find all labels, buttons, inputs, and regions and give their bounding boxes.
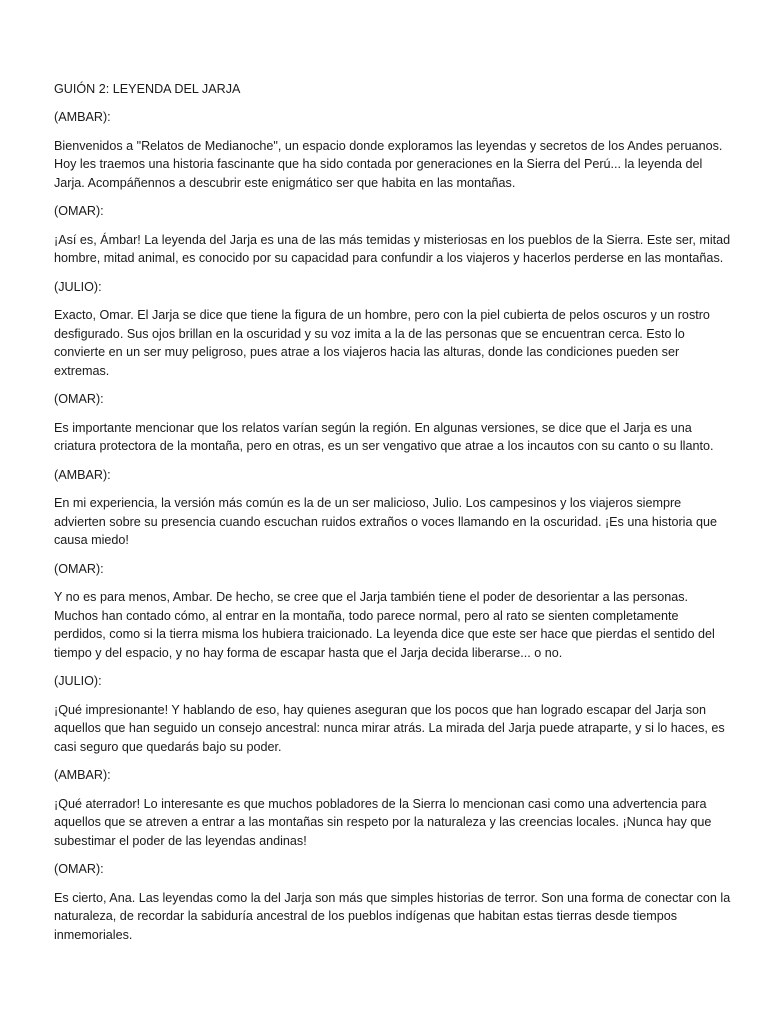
dialogue-paragraph: Exacto, Omar. El Jarja se dice que tiene la figura de un hombre, pero con la piel cubierta de pelos oscuros y un rostro desfigurado. Sus ojos brillan en la oscuridad y su voz imita a la de las personas que se encuentran cerca. Esto lo convierte en un ser muy peligroso, pues atrae a los viajeros hacia las alturas, donde las condiciones pueden ser extremas. bbox=[54, 307, 710, 378]
document-title: GUIÓN 2: LEYENDA DEL JARJA bbox=[54, 82, 241, 96]
dialogue-paragraph: Y no es para menos, Ambar. De hecho, se cree que el Jarja también tiene el poder de desorientar a las personas. Muchos han contado cómo, al entrar en la montaña, todo parece normal, pero al rato se sienten completamente perdidos, como si la tierra misma los hubiera traicionado. La leyenda dice que este ser hace que pierdas el sentido del tiempo y del espacio, y no hay forma de escapar hasta que el Jarja decida liberarse... o no. bbox=[54, 589, 715, 660]
speaker-label: (AMBAR): bbox=[54, 768, 111, 783]
speaker-label: (OMAR): bbox=[54, 204, 104, 219]
speaker-label: (OMAR): bbox=[54, 392, 104, 407]
dialogue-paragraph: ¡Así es, Ámbar! La leyenda del Jarja es una de las más temidas y misteriosas en los pueblos de la Sierra. Este ser, mitad hombre, mitad animal, es conocido por su capacidad para confundir a los viajeros y hacerlos perderse en las montañas. bbox=[54, 232, 731, 266]
speaker-label: (JULIO): bbox=[54, 674, 102, 689]
speaker-label: (AMBAR): bbox=[54, 467, 111, 482]
speaker-label: (AMBAR): bbox=[54, 110, 111, 125]
speaker-label: (OMAR): bbox=[54, 862, 104, 877]
speaker-label: (JULIO): bbox=[54, 279, 102, 294]
dialogue-paragraph: Es importante mencionar que los relatos varían según la región. En algunas versiones, se dice que el Jarja es una criatura protectora de la montaña, pero en otras, es un ser vengativo que atrae a los incautos con su canto o su llanto. bbox=[54, 420, 714, 454]
document-body bbox=[54, 80, 732, 954]
dialogue-paragraph: ¡Qué aterrador! Lo interesante es que muchos pobladores de la Sierra lo mencionan casi como una advertencia para aquellos que se atreven a entrar a las montañas sin respeto por la naturaleza y las creencias locales. ¡Nunca hay que subestimar el poder de las leyendas andinas! bbox=[54, 796, 712, 848]
dialogue-paragraph: Bienvenidos a "Relatos de Medianoche", un espacio donde exploramos las leyendas y secretos de los Andes peruanos. Hoy les traemos una historia fascinante que ha sido contada por generaciones en la Sierra del Perú... la leyenda del Jarja. Acompáñennos a descubrir este enigmático ser que habita en las montañas. bbox=[54, 138, 723, 190]
dialogue-paragraph: ¡Qué impresionante! Y hablando de eso, hay quienes aseguran que los pocos que han logrado escapar del Jarja son aquellos que han seguido un consejo ancestral: nunca mirar atrás. La mirada del Jarja puede atraparte, y si lo haces, es casi seguro que quedarás bajo su poder. bbox=[54, 702, 725, 754]
dialogue-paragraph: En mi experiencia, la versión más común es la de un ser malicioso, Julio. Los campesinos y los viajeros siempre advierten sobre su presencia cuando escuchan ruidos extraños o voces llamando en la oscuridad. ¡Es una historia que causa miedo! bbox=[54, 495, 717, 548]
speaker-label: (OMAR): bbox=[54, 561, 104, 576]
script-blocks bbox=[54, 108, 732, 944]
dialogue-paragraph: Es cierto, Ana. Las leyendas como la del Jarja son más que simples historias de terror. Son una forma de conectar con la naturaleza, de recordar la sabiduría ancestral de los pueblos indígenas que habitan estas tierras desde tiempos inmemoriales. bbox=[54, 890, 731, 942]
